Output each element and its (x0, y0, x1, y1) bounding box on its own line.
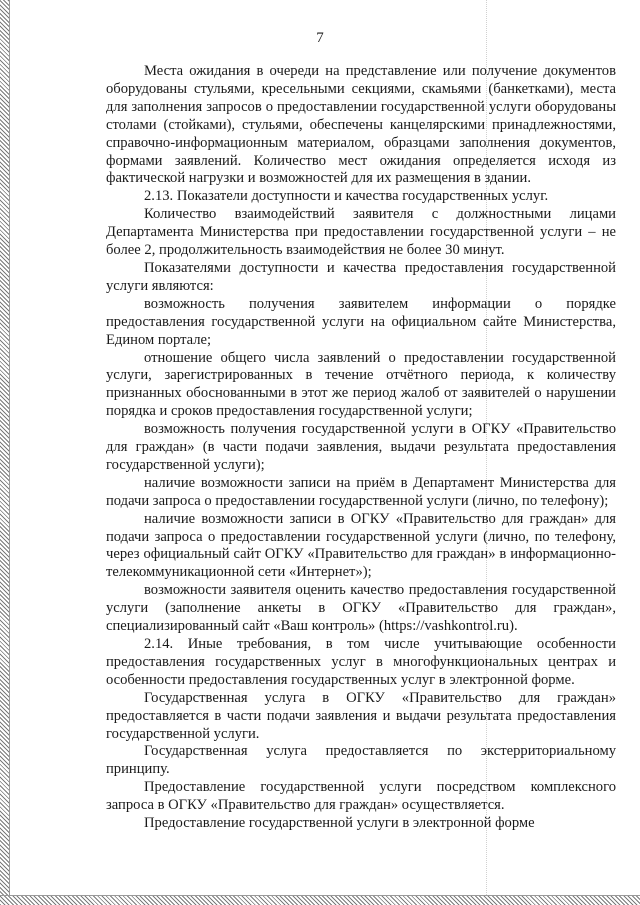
paragraph-ogku-scope: Государственная услуга в ОГКУ «Правительство для граждан» предоставляется в части подачи заявления и выдачи результата предоставления государственной услуги. (106, 689, 616, 742)
list-item-quality-evaluation: возможности заявителя оценить качество предоставления государственной услуги (заполнение анкеты в ОГКУ «Правительство для граждан», специализированный сайт «Ваш контроль» (https://vashkontrol.ru). (106, 582, 616, 635)
list-item-ogku-appointment: наличие возможности записи в ОГКУ «Правительство для граждан» для подачи запроса о предоставлении государственной услуги (лично, по телефону, через официальный сайт ОГКУ «Правительство для граждан» в информационно-телекоммуникационной сети «Интернет»); (106, 510, 616, 581)
paragraph-interactions-count: Количество взаимодействий заявителя с должностными лицами Департамента Министерства при предоставлении государственной услуги – не более 2, продолжительность взаимодействия не более 30 минут. (106, 206, 616, 259)
section-heading-2-14: 2.14. Иные требования, в том числе учитывающие особенности предоставления государственных услуг в многофункциональных центрах и особенности предоставления государственных услуг в электронной форме. (106, 636, 616, 688)
section-heading-2-13: 2.13. Показатели доступности и качества государственных услуг. (144, 188, 549, 205)
page-number: 7 (316, 30, 324, 46)
paragraph-indicators-intro: Показателями доступности и качества предоставления государственной услуги являются: (106, 259, 616, 294)
paragraph-complex-request: Предоставление государственной услуги посредством комплексного запроса в ОГКУ «Правительство для граждан» осуществляется. (106, 779, 616, 814)
list-item-info-availability: возможность получения заявителем информации о порядке предоставления государственной услуги на официальном сайте Министерства, Едином портале; (106, 295, 616, 348)
list-item-ogku-service: возможность получения государственной услуги в ОГКУ «Правительство для граждан» (в части подачи заявления, выдачи результата предоставления государственной услуги); (106, 421, 616, 473)
document-body (106, 63, 616, 833)
scan-edge-left (0, 0, 10, 905)
paragraph-waiting-places: Места ожидания в очереди на представление или получение документов оборудованы стульями, кресельными секциями, скамьями (банкетками), места для заполнения запросов о предоставлении государственной услуги оборудованы столами (стойками), стульями, обеспечены канцелярскими принадлежностями, справочно-информационным материалом, образцами заполнения документов, формами заявлений. Количество мест ожидания определяется исходя из фактической нагрузки и возможностей для их размещения в здании. (106, 63, 616, 187)
list-item-complaints-ratio: отношение общего числа заявлений о предоставлении государственной услуги, зарегистрированных в течение отчётного периода, к количеству признанных обоснованными в этот же период жалоб от заявителей о нарушении порядка и сроков предоставления государственной услуги; (106, 349, 616, 420)
paragraph-electronic-form: Предоставление государственной услуги в электронной форме (144, 815, 535, 832)
paragraph-extraterritorial: Государственная услуга предоставляется по экстерриториальному принципу. (106, 743, 616, 778)
scan-edge-bottom (0, 895, 640, 905)
list-item-department-appointment: наличие возможности записи на приём в Департамент Министерства для подачи запроса о предоставлении государственной услуги (лично, по телефону); (106, 474, 616, 509)
